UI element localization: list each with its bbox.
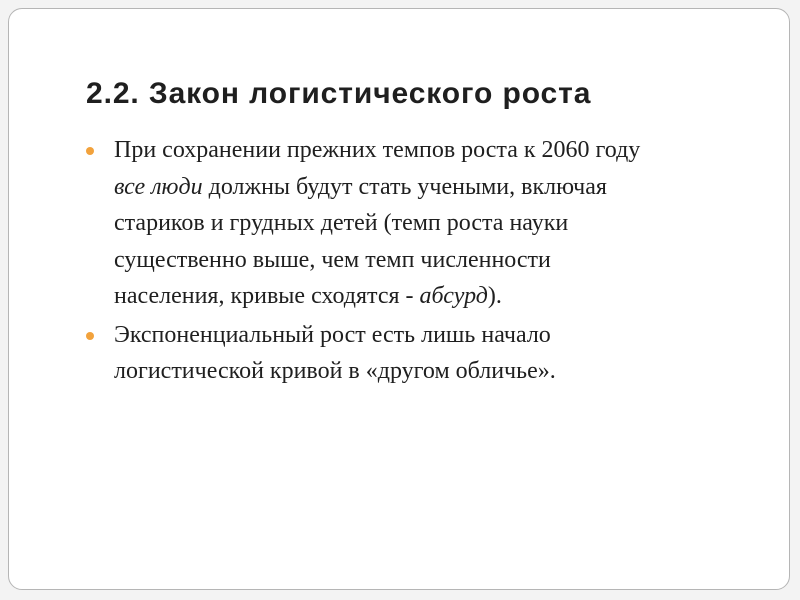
- bullet-text: Экспоненциальный рост есть лишь начало: [114, 321, 551, 348]
- bullet-dot-icon: [86, 147, 94, 155]
- bullet-item: [86, 132, 766, 315]
- bullet-text: населения, кривые сходятся -: [114, 283, 420, 309]
- bullet-line: [114, 169, 766, 206]
- bullet-text: должны будут стать учеными, включая: [202, 173, 607, 200]
- bullet-item: [86, 317, 766, 390]
- bullet-line: [114, 353, 766, 390]
- bullet-text-emphasis: абсурд: [419, 283, 488, 309]
- bullet-line: [114, 205, 766, 242]
- bullet-line: [114, 317, 766, 354]
- bullet-text: ).: [487, 283, 502, 309]
- bullet-line: [114, 132, 766, 169]
- bullet-line: [114, 278, 766, 315]
- bullet-line: [114, 242, 766, 279]
- bullet-text: При сохранении прежних темпов роста к 2060 году: [114, 137, 641, 163]
- bullet-dot-icon: [86, 332, 94, 340]
- bullet-text-emphasis: все люди: [114, 173, 203, 200]
- bullet-text: логистической кривой в «другом обличье».: [114, 358, 556, 384]
- bullet-text: стариков и грудных детей (темп роста науки: [114, 210, 569, 236]
- bullet-text: существенно выше, чем темп численности: [114, 246, 551, 273]
- bullet-list: [86, 132, 766, 392]
- slide-title: 2.2. Закон логистического роста: [86, 77, 592, 110]
